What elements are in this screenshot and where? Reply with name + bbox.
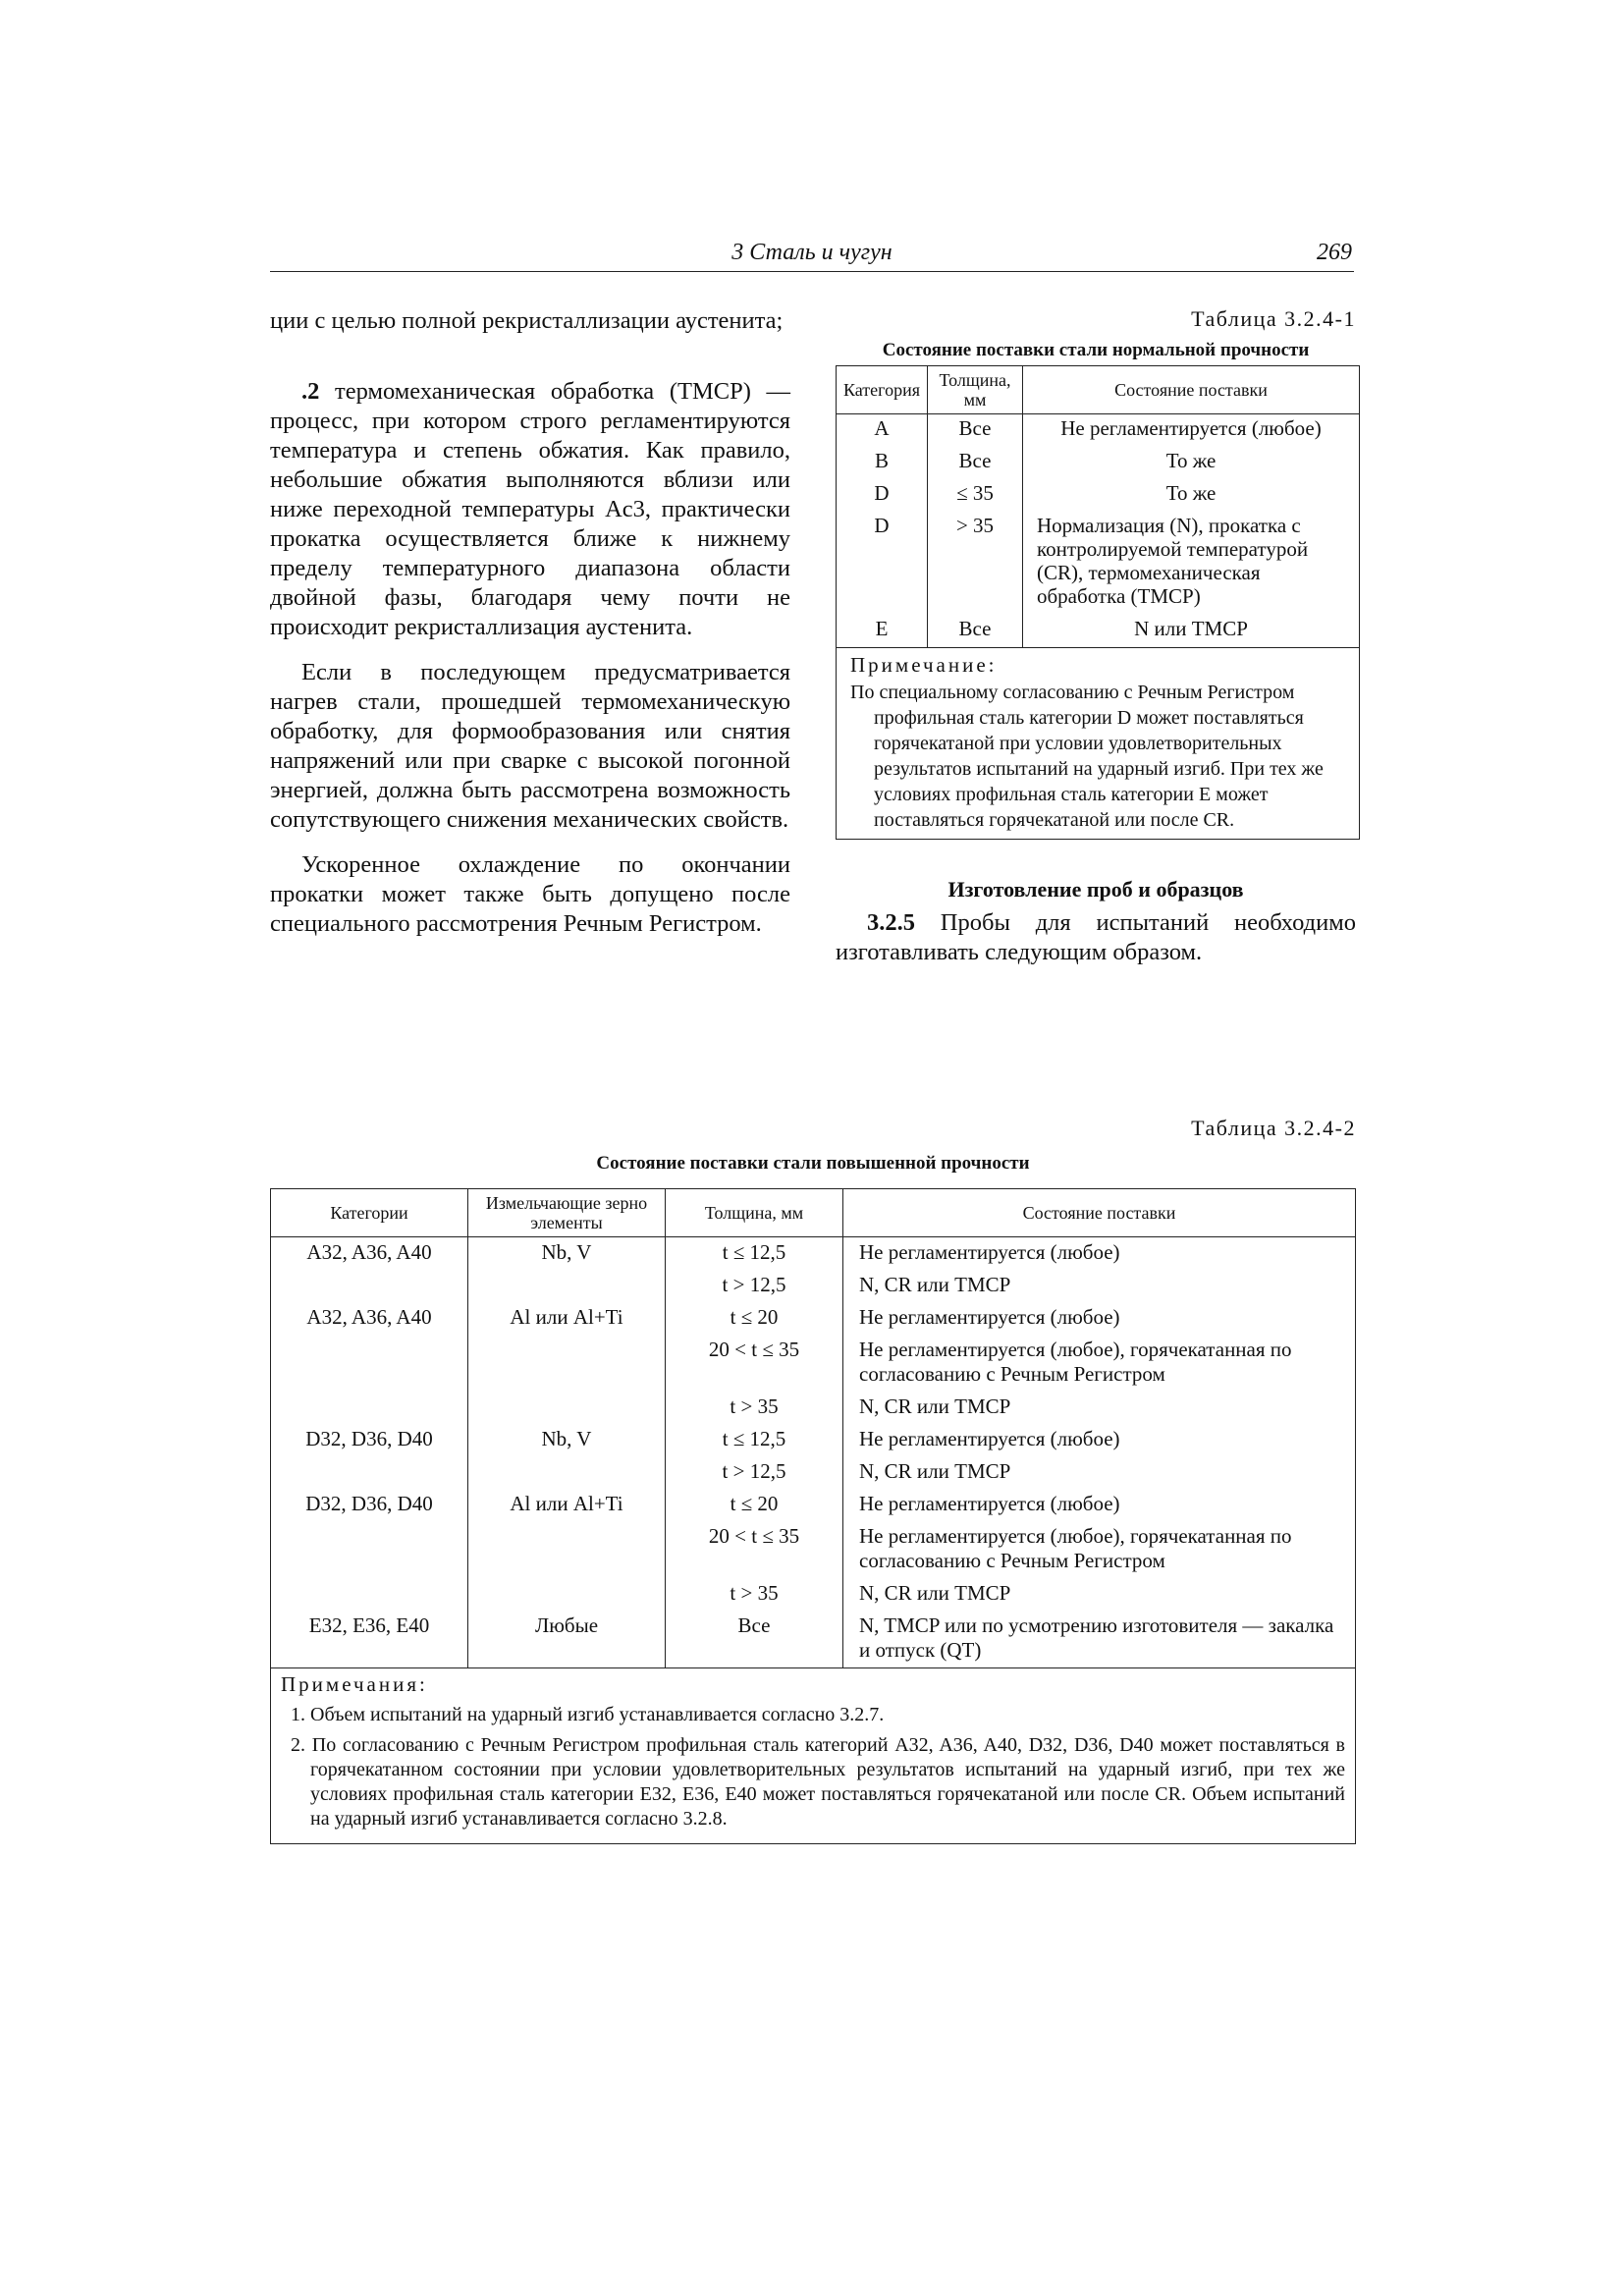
paragraph-heating: Если в последующем предусматривается нагрев стали, прошедшей термомеханическую обработку, для формообразования или снятия напряжений или при сварке с высокой погонной энергией, должна быть рассмотрена возможность сопутствующего снижения механических свойств. <box>270 659 790 833</box>
table2-label: Таблица 3.2.4-2 <box>1191 1116 1356 1140</box>
section-title: Изготовление проб и образцов <box>947 877 1244 902</box>
table-cell: Не регламентируется (любое) <box>843 1302 1356 1335</box>
table-cell: D <box>837 479 928 512</box>
table-cell: Все <box>928 414 1023 448</box>
table-cell: t ≤ 12,5 <box>666 1424 843 1456</box>
table-cell: N, CR или TMCP <box>843 1392 1356 1424</box>
table-cell <box>271 1578 468 1611</box>
table-cell: D <box>837 512 928 615</box>
table-cell: Не регламентируется (любое), горячекатанная по согласованию с Речным Регистром <box>843 1335 1356 1392</box>
paragraph-325-text: Пробы для испытаний необходимо изготавливать следующим образом. <box>836 909 1356 965</box>
table-row <box>837 414 1360 448</box>
table-cell: t ≤ 12,5 <box>666 1237 843 1271</box>
table2-note-1: 1. Объем испытаний на ударный изгиб устанавливается согласно 3.2.7. <box>291 1704 885 1725</box>
table-cell: То же <box>1023 447 1360 479</box>
table-cell: Al или Al+Ti <box>468 1489 666 1521</box>
header-title: 3 Сталь и чугун <box>731 240 893 265</box>
table-cell: Nb, V <box>468 1237 666 1271</box>
table2-header-categories: Категории <box>271 1189 468 1237</box>
table-cell <box>468 1521 666 1578</box>
table-cell: N, TMCP или по усмотрению изготовителя — закалка и отпуск (QT) <box>843 1611 1356 1668</box>
table-cell: A <box>837 414 928 448</box>
table-row <box>271 1578 1356 1611</box>
table-cell: A32, A36, A40 <box>271 1302 468 1335</box>
table2-notes <box>271 1668 1356 1844</box>
table2-wrapper <box>270 1188 1356 1844</box>
table-cell: Не регламентируется (любое) <box>843 1237 1356 1271</box>
table-cell <box>271 1335 468 1392</box>
table-cell: Нормализация (N), прокатка с контролируемой температурой (CR), термомеханическая обработка (TMCP) <box>1023 512 1360 615</box>
table-row <box>271 1335 1356 1392</box>
table-cell: B <box>837 447 928 479</box>
table-row <box>271 1424 1356 1456</box>
running-header <box>270 236 1354 272</box>
table-cell: t ≤ 20 <box>666 1302 843 1335</box>
table2 <box>270 1188 1356 1844</box>
table-row <box>271 1237 1356 1271</box>
table-cell: E <box>837 615 928 648</box>
table-cell <box>468 1335 666 1392</box>
paragraph-tmcp-text: термомеханическая обработка (TMCP) — процесс, при котором строго регламентируются температура и степень обжатия. Как правило, небольшие обжатия выполняются вблизи или ниже переходной температуры Ac3, практически прокатка осуществляется ближе к нижнему пределу температурного диапазона области двойной фазы, благодаря чему почти не происходит рекристаллизация аустенита. <box>270 378 790 640</box>
table-cell: D32, D36, D40 <box>271 1489 468 1521</box>
table-row <box>271 1456 1356 1489</box>
table-cell <box>468 1456 666 1489</box>
table2-caption: Состояние поставки стали повышенной прочности <box>596 1153 1030 1174</box>
table-cell: То же <box>1023 479 1360 512</box>
table2-notes-head: Примечания: <box>281 1672 428 1696</box>
table-row <box>271 1392 1356 1424</box>
table-cell <box>468 1392 666 1424</box>
page-number: 269 <box>1317 240 1352 265</box>
table1-note <box>837 648 1360 840</box>
table2-header-elements: Измельчающие зерно элементы <box>468 1189 666 1237</box>
table-cell <box>271 1392 468 1424</box>
table-cell: > 35 <box>928 512 1023 615</box>
table-cell: 20 < t ≤ 35 <box>666 1335 843 1392</box>
table-row <box>271 1302 1356 1335</box>
item-number: 3.2.5 <box>867 909 915 936</box>
table-cell <box>468 1578 666 1611</box>
table-row <box>271 1489 1356 1521</box>
left-column <box>270 306 790 939</box>
item-number: .2 <box>301 378 320 405</box>
table-row <box>837 512 1360 615</box>
table-cell: t > 12,5 <box>666 1270 843 1302</box>
table-cell: Не регламентируется (любое), горячекатанная по согласованию с Речным Регистром <box>843 1521 1356 1578</box>
table1-header-condition: Состояние поставки <box>1023 366 1360 414</box>
table-cell: t ≤ 20 <box>666 1489 843 1521</box>
table-cell: N, CR или TMCP <box>843 1270 1356 1302</box>
table-cell: t > 35 <box>666 1578 843 1611</box>
table-cell: Все <box>928 447 1023 479</box>
table-cell: Все <box>666 1611 843 1668</box>
table-cell: N или TMCP <box>1023 615 1360 648</box>
paragraph-continuation: ции с целью полной рекристаллизации аустенита; <box>270 307 784 334</box>
table-row <box>837 479 1360 512</box>
table-cell: Любые <box>468 1611 666 1668</box>
table-cell <box>271 1270 468 1302</box>
table-cell: ≤ 35 <box>928 479 1023 512</box>
table-cell: Не регламентируется (любое) <box>1023 414 1360 448</box>
table1-label: Таблица 3.2.4-1 <box>1191 306 1356 331</box>
table1-note-text: По специальному согласованию с Речным Регистром профильная сталь категории D может поставляться горячекатаной при условии удовлетворительных результатов испытаний на ударный изгиб. При тех же условиях профильная сталь категории E может поставляться горячекатаной или после CR. <box>850 682 1324 831</box>
table-cell: E32, E36, E40 <box>271 1611 468 1668</box>
table-cell: A32, A36, A40 <box>271 1237 468 1271</box>
table1-note-head: Примечание: <box>850 653 998 677</box>
paragraph-325 <box>836 908 1356 967</box>
paragraph-cooling: Ускоренное охлаждение по окончании прокатки может также быть допущено после специального рассмотрения Речным Регистром. <box>270 851 790 937</box>
table-cell: Не регламентируется (любое) <box>843 1489 1356 1521</box>
table-cell: t > 35 <box>666 1392 843 1424</box>
table-cell <box>271 1456 468 1489</box>
table1-caption: Состояние поставки стали нормальной прочности <box>882 340 1310 360</box>
table-row <box>271 1270 1356 1302</box>
table-cell <box>468 1270 666 1302</box>
table-cell: Al или Al+Ti <box>468 1302 666 1335</box>
table2-note-2: 2. По согласованию с Речным Регистром профильная сталь категорий A32, A36, A40, D32, D36, D40 может поставляться в горячекатанном состоянии при условии удовлетворительных результатов испытаний на ударный изгиб, при тех же условиях профильная сталь категории E32, E36, E40 может поставляться горячекатаной или после CR. Объем испытаний на ударный изгиб устанавливается согласно 3.2.8. <box>291 1734 1345 1830</box>
table-cell: Nb, V <box>468 1424 666 1456</box>
table1-header-thickness: Толщина, мм <box>928 366 1023 414</box>
table-cell: D32, D36, D40 <box>271 1424 468 1456</box>
table1 <box>836 365 1360 840</box>
table2-header-thickness: Толщина, мм <box>666 1189 843 1237</box>
table2-header-condition: Состояние поставки <box>843 1189 1356 1237</box>
table-cell: 20 < t ≤ 35 <box>666 1521 843 1578</box>
table-cell: N, CR или TMCP <box>843 1578 1356 1611</box>
right-column <box>836 306 1356 967</box>
table-row <box>271 1521 1356 1578</box>
table-cell: Все <box>928 615 1023 648</box>
paragraph-tmcp <box>270 377 790 642</box>
table-row <box>837 615 1360 648</box>
table-row <box>837 447 1360 479</box>
table-cell <box>271 1521 468 1578</box>
table-cell: Не регламентируется (любое) <box>843 1424 1356 1456</box>
table-cell: N, CR или TMCP <box>843 1456 1356 1489</box>
table-row <box>271 1611 1356 1668</box>
table1-header-category: Категория <box>837 366 928 414</box>
table-cell: t > 12,5 <box>666 1456 843 1489</box>
